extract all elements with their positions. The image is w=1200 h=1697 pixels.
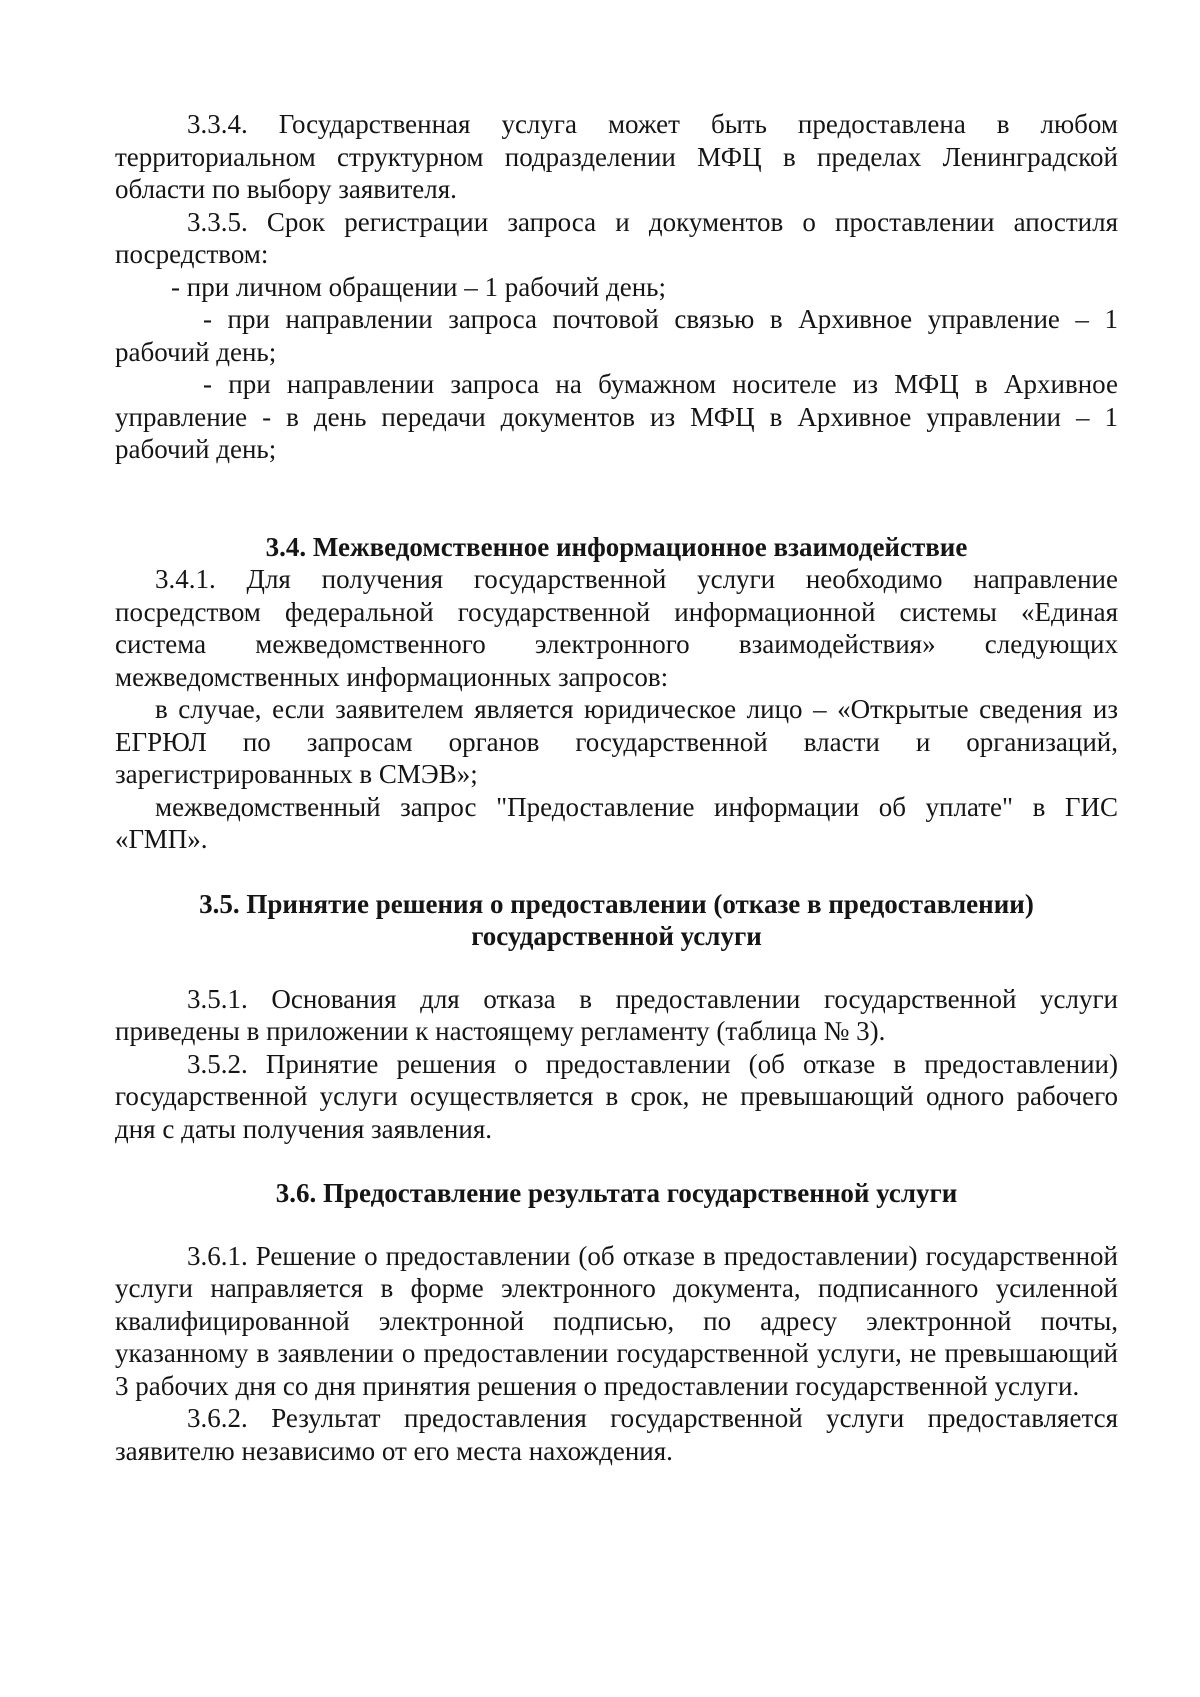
list-item-postal: - при направлении запроса почтовой связью в Архивное управление – 1 рабочий день; xyxy=(115,304,1118,367)
list-item-paper-mfc: - при направлении запроса на бумажном носителе из МФЦ в Архивное управление - в день передачи документов из МФЦ в Архивное управлении – 1 рабочий день; xyxy=(115,369,1118,464)
section-spacer xyxy=(115,1210,1118,1240)
section-spacer xyxy=(115,466,1118,531)
section-title-3-6: 3.6. Предоставление результата государственной услуги xyxy=(275,1178,958,1208)
section-title-3-5-line2: государственной услуги xyxy=(471,921,762,951)
section-spacer xyxy=(115,1145,1118,1177)
paragraph-legal-entity: в случае, если заявителем является юридическое лицо – «Открытые сведения из ЕГРЮЛ по запросам органов государственной власти и организаций, зарегистрированных в СМЭВ»; xyxy=(115,694,1118,789)
paragraph-3-5-2: 3.5.2. Принятие решения о предоставлении (об отказе в предоставлении) государственной услуги осуществляется в срок, не превышающий одного рабочего дня с даты получения заявления. xyxy=(115,1048,1118,1144)
paragraph-3-4-1: 3.4.1. Для получения государственной услуги необходимо направление посредством федеральной государственной информационной системы «Единая система межведомственного электронного взаимодействия» следующих межведомственных информационных запросов: xyxy=(115,564,1118,692)
paragraph-3-6-1: 3.6.1. Решение о предоставлении (об отказе в предоставлении) государственной услуги направляется в форме электронного документа, подписанного усиленной квалифицированной электронной подписью, по адресу электронной почты, указанному в заявлении о предоставлении государственной услуги, не превышающий 3 рабочих дня со дня принятия решения о предоставлении государственной услуги. xyxy=(115,1240,1118,1401)
paragraph-3-3-5: 3.3.5. Срок регистрации запроса и документов о проставлении апостиля посредством: xyxy=(115,206,1118,269)
paragraph-3-6-2: 3.6.2. Результат предоставления государственной услуги предоставляется заявителю независимо от его места нахождения. xyxy=(115,1403,1118,1466)
document-body xyxy=(115,108,1118,1467)
paragraph-payment-request: межведомственный запрос "Предоставление информации об уплате" в ГИС «ГМП». xyxy=(115,791,1118,854)
section-title-3-4: 3.4. Межведомственное информационное взаимодействие xyxy=(265,531,968,562)
section-spacer xyxy=(115,953,1118,983)
paragraph-3-5-1: 3.5.1. Основания для отказа в предоставлении государственной услуги приведены в приложении к настоящему регламенту (таблица № 3). xyxy=(115,983,1118,1046)
section-title-3-5-line1: 3.5. Принятие решения о предоставлении (отказе в предоставлении) xyxy=(199,888,1034,919)
section-spacer xyxy=(115,856,1118,888)
paragraph-3-3-4: 3.3.4. Государственная услуга может быть предоставлена в любом территориальном структурном подразделении МФЦ в пределах Ленинградской области по выбору заявителя. xyxy=(115,109,1118,204)
list-item-personal-visit: - при личном обращении – 1 рабочий день; xyxy=(171,271,666,302)
